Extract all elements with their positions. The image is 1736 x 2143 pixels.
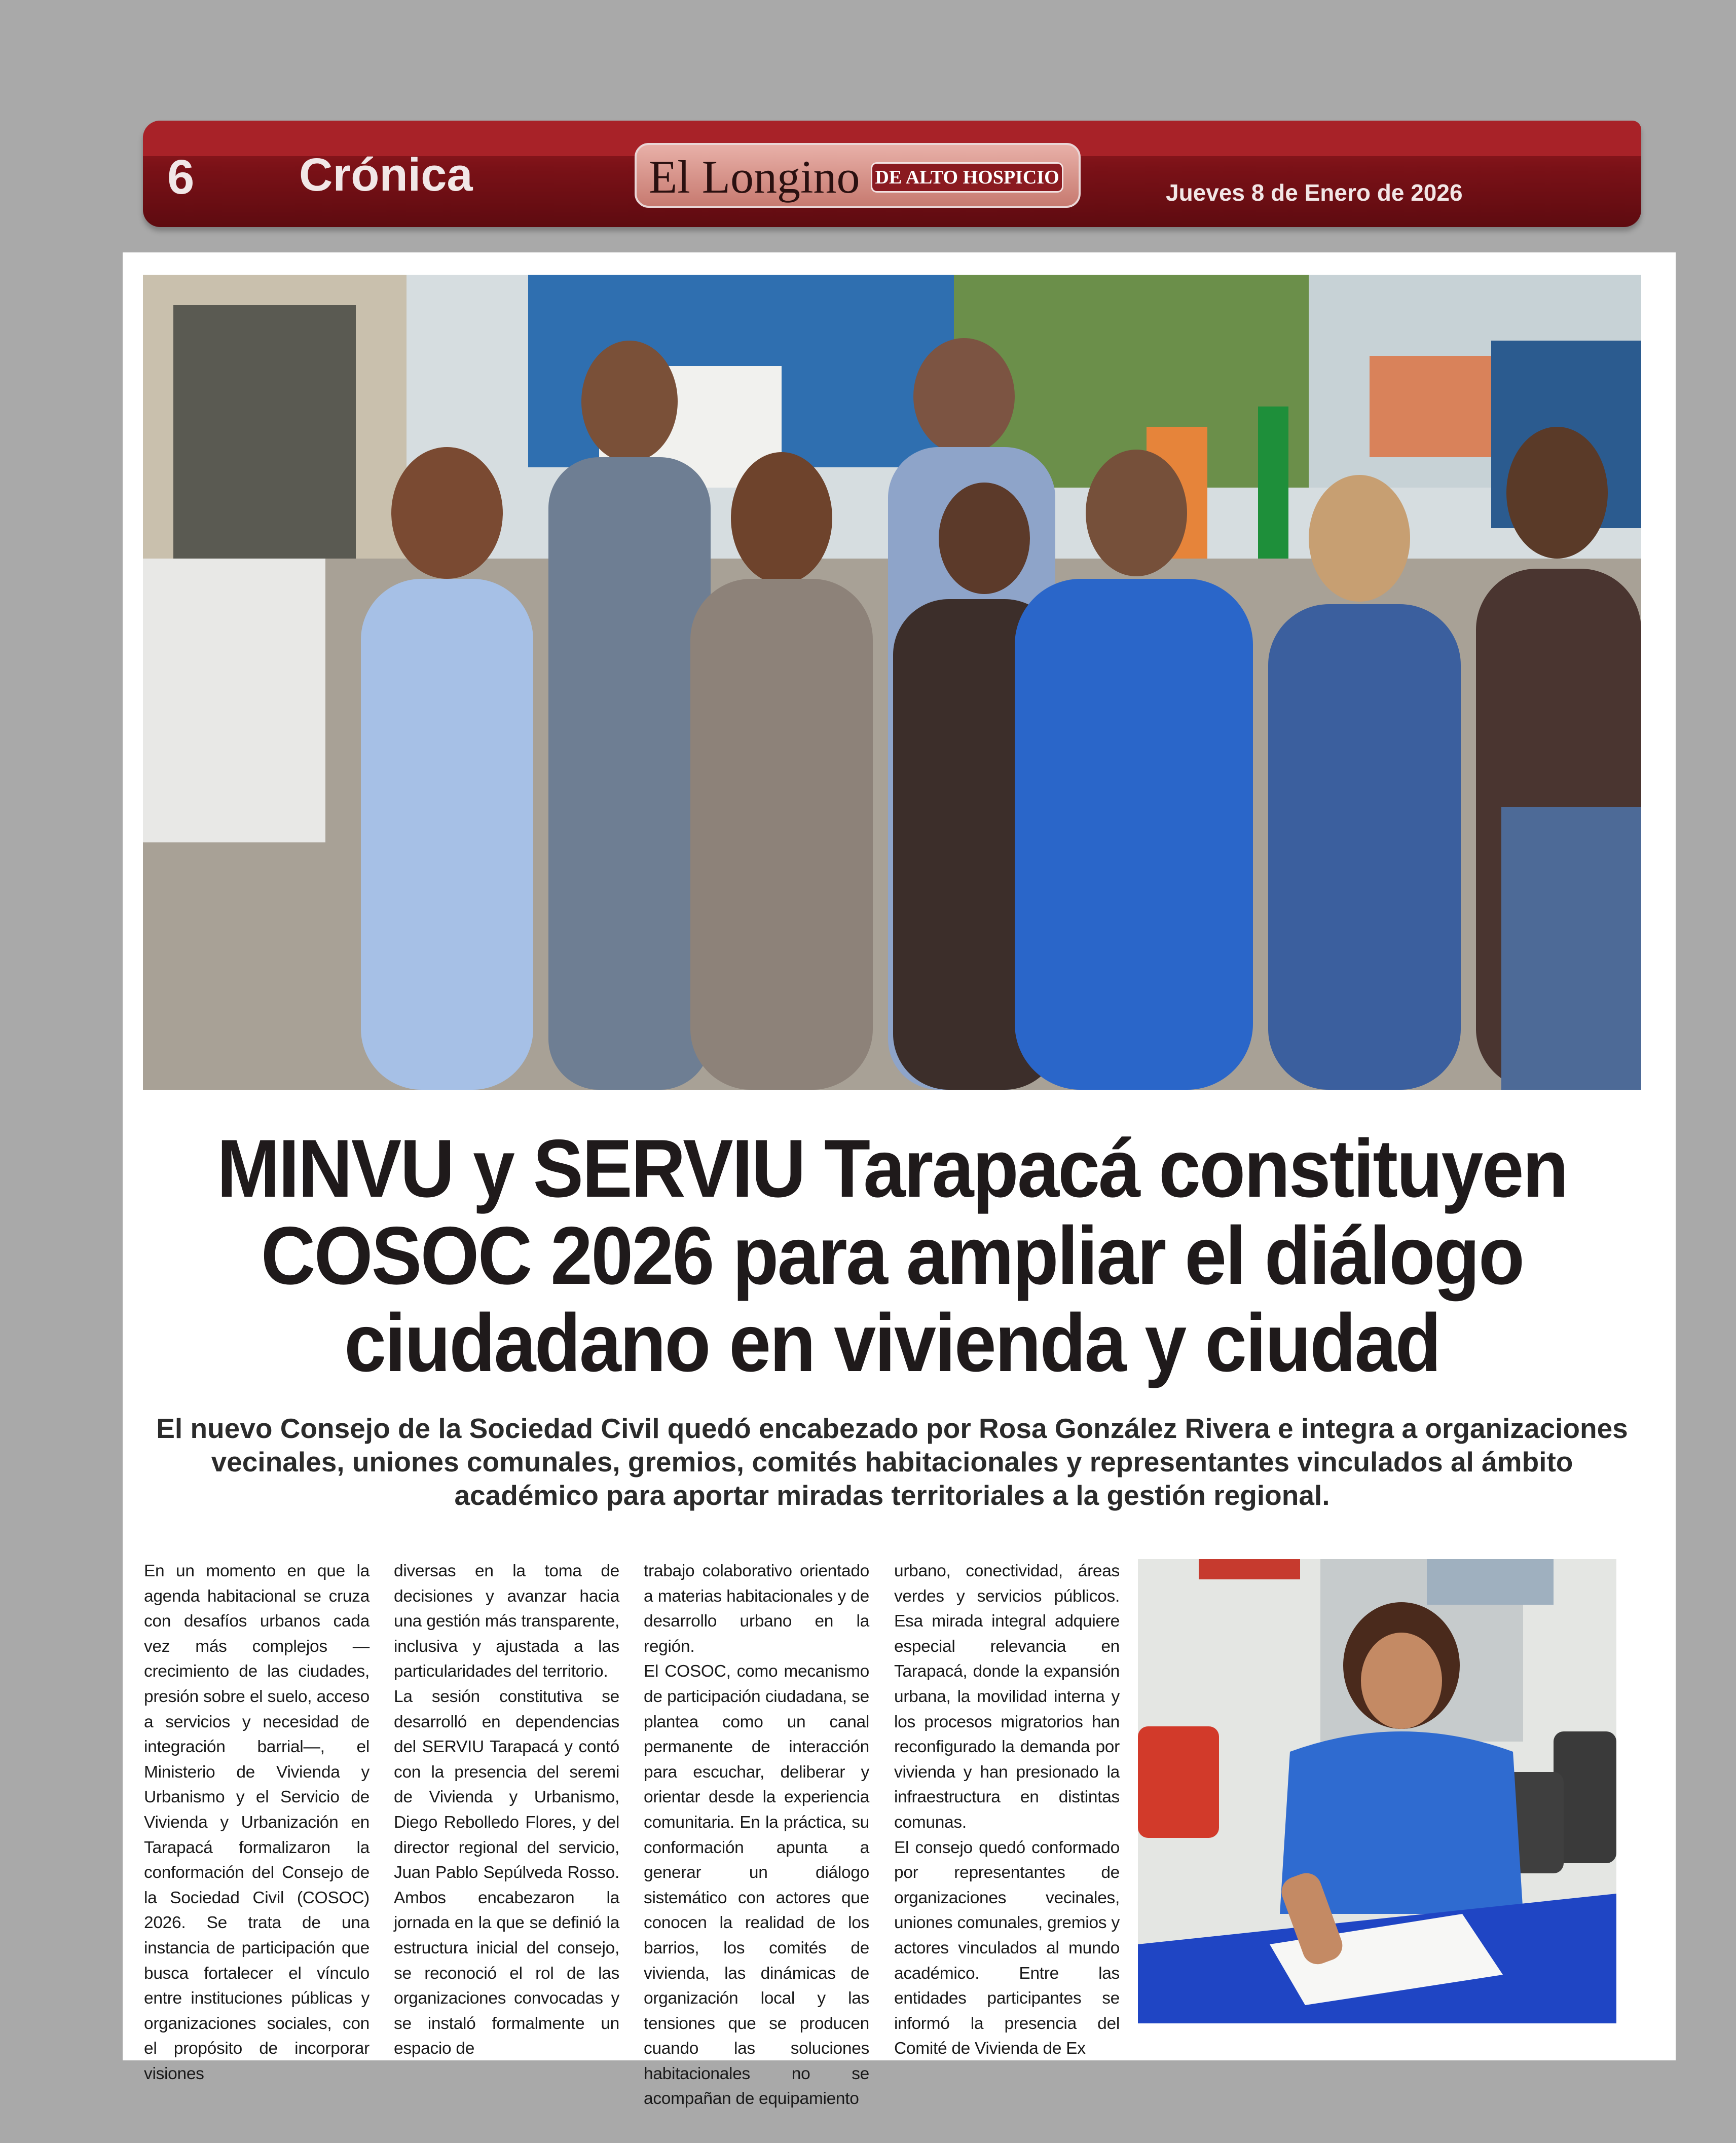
body-paragraph: La sesión constitutiva se desarrolló en dependencias del SERVIU Tarapacá y contó con la presencia del seremi de Vivienda y Urbanismo, Diego Rebolledo Flores, y del director regional del servicio, Juan Pablo Sepúlveda Rosso. Ambos encabezaron la jornada en la que se definió la estructura inicial del consejo, se reconoció el rol de las organizaciones convocadas y se instaló formalmente un espacio de: [394, 1687, 619, 2058]
issue-date: Jueves 8 de Enero de 2026: [1166, 179, 1463, 206]
signing-photo-illustration: [1138, 1559, 1616, 2023]
masthead-name: El Longino: [649, 151, 860, 203]
section-title: Crónica: [299, 149, 473, 201]
body-column-4: [894, 1559, 1120, 2058]
body-paragraph: trabajo colaborativo orientado a materias habitacionales y de desarrollo urbano en la región.: [644, 1562, 869, 1656]
body-paragraph: En un momento en que la agenda habitacional se cruza con desafíos urbanos cada vez más complejos —crecimiento de las ciudades, presión sobre el suelo, acceso a servicios y necesidad de integración barrial—, el Ministerio de Vivienda y Urbanismo y el Servicio de Vivienda y Urbanización en Tarapacá formalizaron la conformación del Consejo de la Sociedad Civil (COSOC) 2026. Se trata de una instancia de participación que busca fortalecer el vínculo entre instituciones públicas y organizaciones sociales, con el propósito de incorporar visiones: [144, 1562, 370, 2083]
masthead-subtitle: DE ALTO HOSPICIO: [871, 162, 1063, 193]
group-photo-illustration: [143, 275, 1641, 1090]
headline-line-2: COSOC 2026 para ampliar el diálogo: [261, 1210, 1524, 1302]
body-paragraph: El consejo quedó conformado por representantes de organizaciones vecinales, uniones comunales, gremios y actores vinculados al mundo académico. Entre las entidades participantes se informó la presencia del Comité de Vivienda de Ex: [894, 1838, 1120, 2058]
body-column-2: [394, 1559, 619, 2058]
signing-photo: [1138, 1559, 1616, 2023]
body-column-1: [144, 1559, 370, 2083]
group-photo: [143, 275, 1641, 1090]
deck-summary: El nuevo Consejo de la Sociedad Civil quedó encabezado por Rosa González Rivera e integra a organizaciones vecinales, uniones comunales, gremios, comités habitacionales y representantes vinculados al ámbito académico para aportar miradas territoriales a la gestión regional.: [156, 1413, 1628, 1511]
headline: [211, 1125, 1573, 1389]
masthead-logo: [635, 143, 1081, 208]
body-paragraph: urbano, conectividad, áreas verdes y servicios públicos. Esa mirada integral adquiere especial relevancia en Tarapacá, donde la expansión urbana, la movilidad interna y los procesos migratorios han reconfigurado la demanda por vivienda y han presionado la infraestructura en distintas comunas.: [894, 1562, 1120, 1832]
headline-line-1: MINVU y SERVIU Tarapacá constituyen: [216, 1123, 1568, 1214]
body-column-3: [644, 1559, 869, 2109]
body-paragraph: diversas en la toma de decisiones y avanzar hacia una gestión más transparente, inclusiva y ajustada a las particularidades del territorio.: [394, 1562, 619, 1681]
headline-line-3: ciudadano en vivienda y ciudad: [344, 1297, 1440, 1389]
body-paragraph: El COSOC, como mecanismo de participación ciudadana, se plantea como un canal permanente de interacción para escuchar, deliberar y orientar desde la experiencia comunitaria. En la práctica, su conformación apunta a generar un diálogo sistemático con actores que conocen la realidad de los barrios, los comités de vivienda, las dinámicas de organización local y las tensiones que se producen cuando las soluciones habitacionales no se acompañan de equipamiento: [644, 1662, 869, 2109]
page-number: 6: [167, 150, 195, 204]
